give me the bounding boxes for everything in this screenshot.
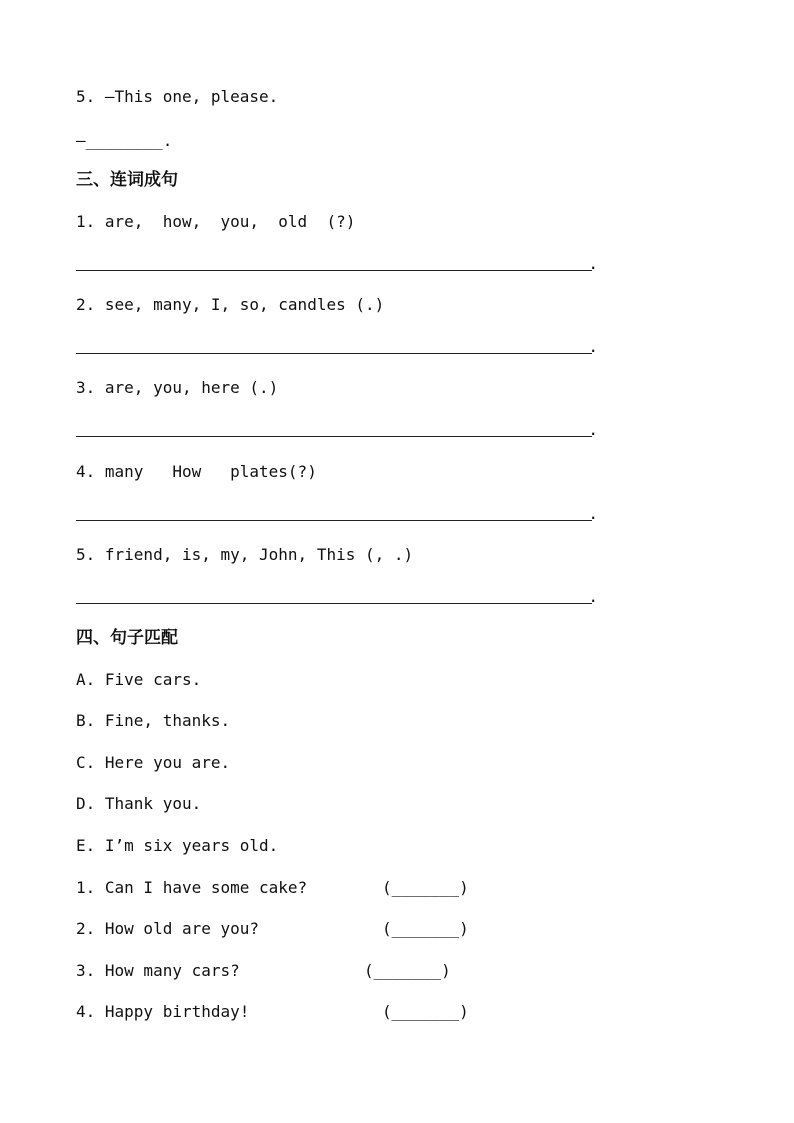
- option-a: A. Five cars.: [76, 670, 202, 689]
- section-3-item-2: 2. see, many, I, so, candles (.): [76, 295, 385, 314]
- match-answer-blank-2: (_______): [382, 919, 469, 938]
- option-b: B. Fine, thanks.: [76, 711, 231, 730]
- question-5-prompt: 5. —This one, please.: [76, 87, 279, 106]
- section-3-item-5: 5. friend, is, my, John, This (, .): [76, 545, 414, 564]
- match-answer-blank-4: (_______): [382, 1002, 469, 1021]
- section-3-item-4: 4. many How plates(?): [76, 462, 317, 481]
- answer-line-4: .: [76, 504, 598, 524]
- section-3-item-3: 3. are, you, here (.): [76, 378, 279, 397]
- match-question-4-text: 4. Happy birthday!: [76, 1002, 250, 1021]
- answer-line-5: .: [76, 587, 598, 607]
- answer-line-2: .: [76, 337, 598, 357]
- match-question-2-text: 2. How old are you?: [76, 919, 260, 938]
- match-question-1-text: 1. Can I have some cake?: [76, 878, 308, 897]
- match-answer-blank-1: (_______): [382, 878, 469, 897]
- match-question-3-text: 3. How many cars?: [76, 961, 240, 980]
- question-5-answer-blank: —________.: [76, 131, 173, 150]
- option-e: E. I’m six years old.: [76, 836, 279, 855]
- option-c: C. Here you are.: [76, 753, 231, 772]
- answer-line-1: .: [76, 254, 598, 274]
- section-3-item-1: 1. are, how, you, old (?): [76, 212, 356, 231]
- answer-line-3: .: [76, 420, 598, 440]
- section-4-heading: 四、句子匹配: [76, 628, 178, 648]
- option-d: D. Thank you.: [76, 794, 202, 813]
- match-answer-blank-3: (_______): [364, 961, 451, 980]
- section-3-heading: 三、连词成句: [76, 170, 178, 190]
